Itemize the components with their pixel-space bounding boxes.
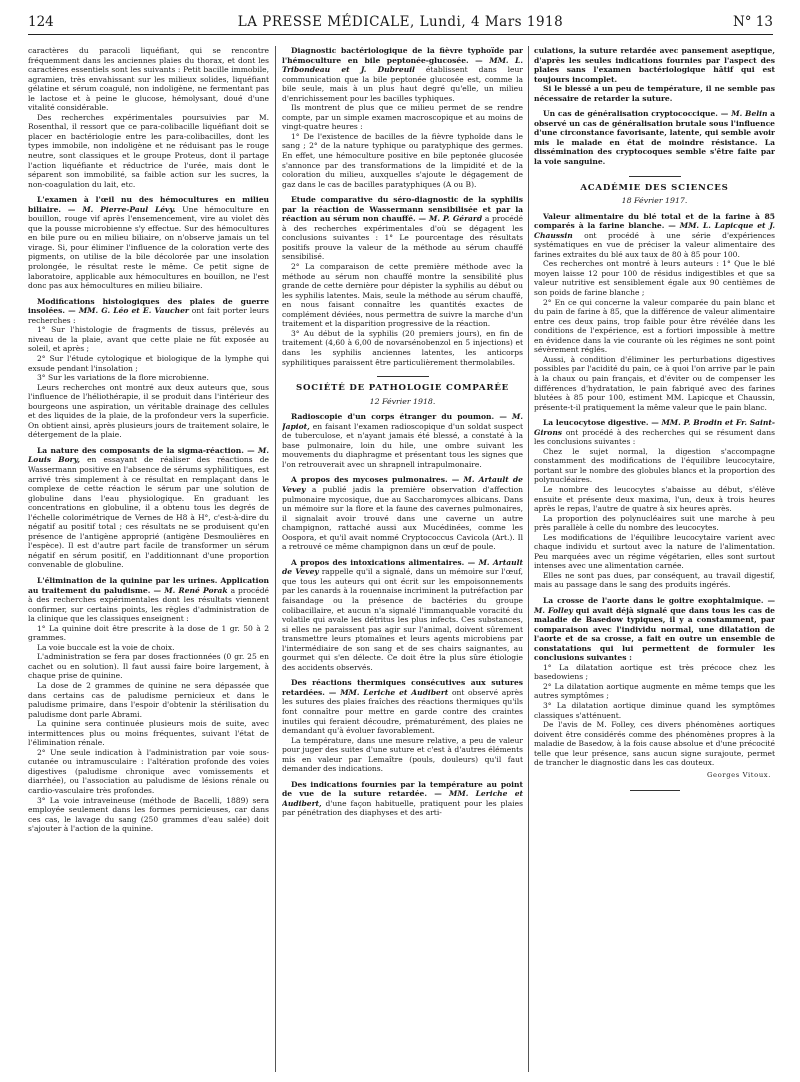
paragraph bbox=[28, 373, 269, 383]
paragraph-text: Leurs recherches ont montré aux deux auteurs que, sous l'influence de l'héliothérapie, il se produit dans l'intérieur des bourgeons une aspiration, un véritable drainage des cellules et des liquides de la plaie, de la profondeur vers la superficie. On obtient ainsi, après plusieurs jours de traitement solaire, le détergement de la plaie. bbox=[28, 382, 269, 440]
article-authors: M. Japiot, bbox=[282, 412, 523, 431]
section-title: ACADÉMIE DES SCIENCES bbox=[580, 182, 729, 193]
section-rule bbox=[629, 176, 681, 177]
article-paragraph bbox=[282, 475, 523, 551]
paragraph bbox=[28, 354, 269, 373]
paragraph bbox=[534, 259, 775, 297]
article-authors: M. P. Gérard bbox=[429, 214, 483, 224]
paragraph bbox=[28, 681, 269, 719]
paragraph-text: a procédé à des recherches expérimentales d'où se dégagent les conclusions suivantes : 1° Le pourcentage des résultats positifs prouve la valeur de la méthode au sérum chauffé sensibilisé. bbox=[282, 214, 523, 262]
article-paragraph bbox=[534, 212, 775, 260]
paragraph-text: 3° La dilatation aortique diminue quand les symptômes classiques s'atténuent. bbox=[534, 701, 775, 720]
paragraph-text: ont procédé à une série d'expériences systématiques en vue de préciser la valeur alimentaire des farines extraites du blé aux taux de 80 à 85 pour 100. bbox=[534, 230, 775, 259]
paragraph-text: ont observé après les sutures des plaies fraîches des réactions thermiques qu'ils font connaître pour mettre en garde contre des craintes inutiles qui feraient découdre, prématurément, des plaies ne demandant qu'à évoluer favorablement. bbox=[282, 687, 523, 736]
paragraph-text: L'administration se fera par doses fractionnées (0 gr. 25 en cachet ou en solution). Il faut aussi faire boire largement, à chaque prise de quinine. bbox=[28, 652, 269, 681]
paragraph-text: 2° Sur l'étude cytologique et biologique de la lymphe qui exsude pendant l'insolation ; bbox=[28, 353, 269, 373]
paragraph-text: 1° La dilatation aortique est très précoce chez les basedowiens ; bbox=[534, 662, 775, 682]
article-authors: MM. Leriche et Audibert bbox=[340, 687, 449, 697]
paragraph-text: 2° Une seule indication à l'administration par voie sous-cutanée ou intramusculaire : l'altération profonde des voies digestives (paludisme chronique avec vomissements et diarrhée), ou l'association au paludisme de lésions rénale ou cardio-vasculaire très profondes. bbox=[28, 747, 269, 796]
article-authors: M. Belin bbox=[731, 109, 768, 119]
paragraph bbox=[534, 447, 775, 485]
article-heading: A propos des mycoses pulmonaires. — bbox=[291, 475, 464, 485]
paragraph-text: a procédé à des recherches expérimentales dont les résultats viennent confirmer, sur certains points, les règles d'administration de la clinique que les classiques enseignent : bbox=[28, 585, 269, 624]
article-paragraph bbox=[534, 109, 775, 166]
article-authors: M. René Porak bbox=[164, 585, 228, 595]
paragraph-text: 2° La comparaison de cette première méthode avec la méthode au sérum non chauffé montre la sensibilité plus grande de cette dernière pour dépister la syphilis au début ou les syphilis latentes. Mais, seule la méthode au sérum chauffé, en nous faisant connaître les quantités exactes de complément déviées, nous permettra de suivre la marche d'un traitement et la disparition progressive de la réaction. bbox=[282, 262, 523, 329]
paragraph bbox=[28, 46, 269, 113]
paragraph bbox=[534, 84, 775, 103]
article-paragraph bbox=[534, 418, 775, 447]
paragraph-text: 1° Sur l'histologie de fragments de tissus, prélevés au niveau de la plaie, avant que cette plaie ne fût exposée au soleil, et après ; bbox=[28, 325, 269, 354]
page-number: 124 bbox=[28, 14, 54, 30]
paragraph-text: 2° En ce qui concerne la valeur comparée du pain blanc et du pain de farine à 85, que la différence de valeur alimentaire entre ces deux pains, trop faible pour être révélée dans les conditions de l'expérience, est a fortiori impossible à mettre en évidence dans la vie courante où les régimes ne sont point sévèrement réglés. bbox=[534, 297, 775, 355]
article-paragraph bbox=[282, 678, 523, 735]
paragraph-text: Ils montrent de plus que ce milieu permet de se rendre compte, par un simple examen macroscopique et au moins de vingt-quatre heures : bbox=[282, 103, 523, 132]
paragraph-text: De l'avis de M. Folley, ces divers phénomènes aortiques doivent être considérés comme des phénomènes propres à la maladie de Basedow, à la fois cause absolue et d'une précocité telle que leur présence, sans aucun signe surajoute, permet de trancher le diagnostic dans les cas douteux. bbox=[534, 720, 775, 768]
article-paragraph bbox=[28, 446, 269, 570]
column-right bbox=[534, 46, 775, 1076]
column-divider bbox=[528, 46, 529, 1072]
paragraph-text: 1° De l'existence de bacilles de la fièvre typhoïde dans le sang ; 2° de la nature typhique ou paratyphique des germes. En effet, une hémoculture positive en bile peptonée glucosée s'annonce par des transformations de la limpidité et de la coloration du milieu, auxquelles s'ajoute le dégagement de gaz dans le cas de bacilles paratyphiques (A ou B). bbox=[282, 131, 523, 189]
article-heading: Diagnostic bactériologique de la fièvre typhoïde par l'hémoculture en bile peptonée-glucosée. — bbox=[282, 46, 523, 65]
paragraph-text: 1° La quinine doit être prescrite à la dose de 1 gr. 50 à 2 grammes. bbox=[28, 623, 269, 643]
paragraph bbox=[28, 643, 269, 653]
paragraph bbox=[534, 514, 775, 533]
paragraph bbox=[534, 485, 775, 514]
article-authors: M. Artault de Vevey bbox=[282, 557, 523, 577]
paragraph bbox=[28, 383, 269, 440]
article-authors: MM. G. Léo et E. Vaucher bbox=[78, 306, 189, 316]
paragraph-text: en faisant l'examen radioscopique d'un soldat suspect de tuberculose, et n'ayant jamais été blessé, a constaté à la base pulmonaire, loin du hile, une ombre suivant les mouvements du diaphragme et présentant tous les signes que l'on retrouverait avec un shrapnell intrapulmonaire. bbox=[282, 421, 523, 469]
paragraph-text: 3° Au début de la syphilis (20 premiers jours), en fin de traitement (4,60 à 6,00 de novarsénobenzol en 5 injections) et dans les syphilis anciennes latentes, les anticorps syphilitiques paraissent être particulièrement thermolabiles. bbox=[282, 328, 523, 367]
author-signature: Georges Vitoux. bbox=[707, 770, 771, 779]
article-paragraph bbox=[282, 195, 523, 262]
paragraph-text: 3° Sur les variations de la flore microbienne. bbox=[37, 373, 209, 383]
paragraph-text: Ces recherches ont montré à leurs auteurs : 1° Que le blé moyen laisse 12 pour 100 de résidus indigestibles et que sa valeur nutritive est sensiblement égale aux 90 centièmes de son poids de farine blanche ; bbox=[534, 259, 775, 298]
column-middle bbox=[282, 46, 523, 1076]
article-authors: MM. Leriche et Audibert, bbox=[282, 789, 523, 808]
article-paragraph bbox=[282, 412, 523, 469]
paragraph-text: ont procédé à des recherches qui se résument dans les conclusions suivantes : bbox=[534, 427, 775, 447]
paragraph bbox=[282, 132, 523, 189]
article-authors: M. Pierre-Paul Lévy. bbox=[82, 204, 176, 214]
column-left bbox=[28, 46, 269, 1076]
paragraph bbox=[534, 355, 775, 412]
paragraph-text: d'une façon habituelle, pratiquent pour les plaies par pénétration des diaphyses et des arti- bbox=[282, 798, 523, 818]
paragraph-text: en essayant de réaliser des réactions de Wassermann positive en l'absence de sérums syphilitiques, est arrivé très simplement à ce résultat en remplaçant dans le complexe de cette réaction le sérum par une solution de globuline dans l'eau physiologique. En graduant les concentrations en globuline, il a obtenu tous les degrés de l'échelle colorimétrique de Vernes de H8 à H°, c'est-à-dire du négatif au positif total ; ces résultats ne se produisent qu'en présence de l'antigène approprié (antigène Desmoulières en l'espèce). Il est d'autre part facile de transformer un sérum négatif en sérum positif, en l'additionnant d'une proportion convenable de globuline. bbox=[28, 455, 269, 570]
paragraph-text: a observé un cas de généralisation brutale sous l'influence d'une circonstance favorisante, latente, qui semble avoir mis le malade en état de moindre résistance. La dissémination des cryptocoques semble s'être faite par la voie sanguine. bbox=[534, 109, 775, 167]
article-heading: La leucocytose digestive. — bbox=[543, 418, 662, 428]
paragraph bbox=[282, 736, 523, 774]
paragraph bbox=[534, 663, 775, 682]
article-heading: Des réactions thermiques consécutives aux sutures retardées. — bbox=[282, 678, 523, 697]
article-heading: A propos des intoxications alimentaires. — bbox=[291, 557, 479, 567]
paragraph-text: 3° La voie intraveineuse (méthode de Bacelli, 1889) sera employée seulement dans les formes pernicieuses, car dans ces cas, le lavage du sang (250 grammes d'eau salée) doit s'ajouter à l'action de la quinine. bbox=[28, 795, 269, 834]
paragraph bbox=[282, 103, 523, 132]
paragraph bbox=[534, 298, 775, 355]
paragraph bbox=[282, 262, 523, 329]
section-date: 12 Février 1918. bbox=[369, 396, 436, 406]
section-date: 18 Février 1917. bbox=[621, 196, 688, 206]
article-authors: M. Artault de Vevey bbox=[282, 475, 523, 494]
section-rule bbox=[377, 376, 429, 377]
article-paragraph bbox=[282, 558, 523, 673]
article-heading: La nature des composants de la sigma-réaction. — bbox=[37, 445, 259, 455]
column-divider bbox=[275, 46, 276, 1072]
paragraph-text: Les modifications de l'équilibre leucocytaire varient avec chaque individu et surtout avec la nature de l'alimentation. Peu marquées avec un régime végétarien, elles sont surtout intenses avec une alimentation carnée. bbox=[534, 532, 775, 571]
paragraph bbox=[534, 46, 775, 84]
paragraph bbox=[534, 701, 775, 720]
article-authors: MM. L. Lapicque et J. Chaussin bbox=[534, 221, 775, 240]
article-heading: L'élimination de la quinine par les urines. Application au traitement du paludisme. — bbox=[28, 575, 269, 595]
paragraph bbox=[28, 325, 269, 354]
article-heading: Des indications fournies par la température au point de vue de la suture retardée. — bbox=[282, 779, 523, 799]
paragraph-text: Chez le sujet normal, la digestion s'accompagne constamment des modifications de l'équilibre leucocytaire, portant sur le nombre des globules blancs et la proportion des polynucléaires. bbox=[534, 446, 775, 485]
issue-number: N° 13 bbox=[732, 14, 773, 30]
paragraph-text: Si le blessé a un peu de température, il ne semble pas nécessaire de retarder la suture. bbox=[534, 84, 775, 103]
paragraph-text: Le nombre des leucocytes s'abaisse au début, s'élève ensuite et présente deux maxima, l'un, deux à trois heures après le repas, l'autre de quatre à six heures après. bbox=[534, 484, 775, 514]
paragraph bbox=[28, 748, 269, 796]
paragraph-text: qui avait déjà signalé que dans tous les cas de maladie de Basedow typiques, il y a constamment, par comparaison avec l'individu normal, une dilatation de l'aorte et de sa crosse, a fait en outre un ensemble de constatations qui lui permettent de formuler les conclusions suivantes : bbox=[534, 605, 775, 663]
paragraph bbox=[28, 719, 269, 748]
paragraph bbox=[534, 571, 775, 590]
paragraph-text: caractères du paracoli liquéfiant, qui se rencontre fréquemment dans les anciennes plaies du thorax, et dont les caractères essentiels sont les suivants : Petit bacille immobile, agramien, très envahissant sur les milieux solides, liquéfiant gélatine et sérum coagulé, non indoligène, ne fermentant pas le lactose et à peine le glucose, hémolysant, doué d'une vitalité considérable. bbox=[28, 46, 269, 113]
article-heading: Valeur alimentaire du blé total et de la farine à 85 comparés à la farine blanche. — bbox=[534, 211, 775, 231]
paragraph-text: Elles ne sont pas dues, par conséquent, au travail digestif, mais au passage dans le sang des produits ingérés. bbox=[534, 570, 775, 590]
paragraph bbox=[28, 624, 269, 643]
paragraph bbox=[534, 682, 775, 701]
journal-title: LA PRESSE MÉDICALE, Lundi, 4 Mars 1918 bbox=[237, 14, 564, 30]
article-paragraph bbox=[282, 46, 523, 103]
article-paragraph bbox=[282, 780, 523, 818]
article-heading: Modifications histologiques des plaies de guerre insolées. — bbox=[28, 296, 269, 316]
paragraph-text: rappelle qu'il a signalé, dans un mémoire sur l'œuf, que tous les auteurs qui ont écrit sur les empoisonnements par les canards à la rouennaise incriminent la putréfaction par faisandage ou la présence de bactéries du groupe colibacillaire, et aucun n'a signalé l'immanquable voracité du volatile qui avale les détritus les plus infects. Ces substances, si elles ne paraissent pas agir sur l'animal, doivent sûrement transmettre leurs ptomaïnes et leurs agents microbiens par l'intermédiaire de son sang et de ses chairs saignantes, au gourmet qui s'en délecte. Ce doit être la plus sûre étiologie des accidents observés. bbox=[282, 567, 523, 672]
article-authors: MM. P. Brodin et Fr. Saint-Girons bbox=[534, 418, 775, 437]
paragraph-text: Aussi, à condition d'éliminer les perturbations digestives possibles par l'acidité du pain, ce à quoi l'on arrive par le pain à la chaux ou pain français, et d'éviter ou de compenser les différences d'hydratation, le pain fabriqué avec des farines blutées à 85 pour 100, estiment MM. Lapicque et Chaussin, présente-t-il pratiquement la même valeur que le pain blanc. bbox=[534, 354, 775, 412]
article-paragraph bbox=[28, 576, 269, 624]
paragraph bbox=[282, 329, 523, 367]
article-paragraph bbox=[534, 596, 775, 663]
article-heading: Radioscopie d'un corps étranger du poumon. — bbox=[291, 412, 513, 422]
paragraph bbox=[534, 533, 775, 571]
paragraph-text: Une hémoculture en bouillon, rouge vif après l'ensemencement, vire au violet dès que la pousse microbienne s'y effectue. Sur des hémocultures en bile pure ou en milieu biliaire, on n'observe jamais un tel virage. Si, pour éliminer l'influence de la coloration verte des pigments, on utilise de la bile décolorée par une insolation prolongée, le résultat reste le même. Ce petit signe de laboratoire, applicable aux hémocultures en bouillon, ne l'est donc pas aux hémocultures en milieu biliaire. bbox=[28, 204, 269, 291]
paragraph-text: 2° La dilatation aortique augmente en même temps que les autres symptômes ; bbox=[534, 681, 775, 701]
paragraph bbox=[28, 113, 269, 189]
article-heading: Un cas de généralisation cryptococcique. — bbox=[543, 109, 732, 119]
page-header bbox=[28, 14, 773, 35]
paragraph-text: a publié jadis la première observation d'affection pulmonaire mycosique, due au Saccharomyces albicans. Dans un mémoire sur la flore et la faune des cavernes pulmonaires, il signalait avoir trouvé dans une caverne un autre champignon, rattaché aussi aux Mucédinées, comme les Oospora, et qu'il avait nommé Cryptococcus Cavicola (Art.). Il a retrouvé ce même champignon dans un œuf de poule. bbox=[282, 484, 523, 552]
article-authors: MM. L. Tribondeau et J. Dubreuil bbox=[282, 55, 523, 75]
paragraph-text: ont fait porter leurs recherches : bbox=[28, 306, 269, 325]
paragraph-text: La proportion des polynucléaires suit une marche à peu près parallèle à celle du nombre des leucocytes. bbox=[534, 513, 775, 533]
article-heading: Etude comparative du séro-diagnostic de la syphilis par la réaction de Wassermann sensibilisée et par la réaction au sérum non chauffé. — bbox=[282, 195, 523, 224]
paragraph bbox=[28, 652, 269, 681]
end-rule bbox=[630, 790, 680, 791]
paragraph-text: culations, la suture retardée avec pansement aseptique, d'après les seules indications fournies par l'aspect des plaies sans l'examen bactériologique hâtif qui est toujours incomplet. bbox=[534, 46, 775, 84]
paragraph-text: La voie buccale est la voie de choix. bbox=[37, 642, 175, 652]
paragraph-text: La dose de 2 grammes de quinine ne sera dépassée que dans certains cas de paludisme pernicieux et dans le paludisme primaire, dans l'espoir d'obtenir la stérilisation du paludisme dont parle Abrami. bbox=[28, 681, 269, 719]
paragraph-text: La température, dans une mesure relative, a peu de valeur pour juger des suites d'une suture et c'est à d'autres éléments mis en valeur par Lemaître (pouls, douleurs) qu'il faut demander des indications. bbox=[282, 735, 523, 774]
article-paragraph bbox=[28, 297, 269, 326]
article-authors: M. Folley bbox=[534, 605, 573, 615]
paragraph bbox=[28, 796, 269, 834]
paragraph bbox=[534, 720, 775, 768]
article-paragraph bbox=[28, 195, 269, 290]
article-heading: L'examen à l'œil nu des hémocultures en milieu biliaire. — bbox=[28, 195, 269, 214]
article-heading: La crosse de l'aorte dans le goitre exophtalmique. — bbox=[543, 595, 775, 605]
section-title: SOCIÉTÉ DE PATHOLOGIE COMPARÉE bbox=[295, 383, 510, 394]
article-authors: M. Louis Bory, bbox=[28, 445, 269, 465]
paragraph-text: La quinine sera continuée plusieurs mois de suite, avec intermittences plus ou moins fréquentes, suivant l'état de l'élimination rénale. bbox=[28, 719, 269, 748]
paragraph-text: établissent dans leur communication que la bile peptonée glucosée est, comme la bile seule, mais à un plus haut degré qu'elle, un milieu d'enrichissement pour les bacilles typhiques. bbox=[282, 65, 523, 103]
paragraph-text: Des recherches expérimentales poursuivies par M. Rosenthal, il ressort que ce para-colibacille liquéfiant doit se placer en bactériologie entre les para-colibacilles, dont les types immobile, non indoligène et ne réduisant pas le rouge neutre, sont classiques et le groupe Proteus, dont il partage l'action liquéfiante et réductrice de l'urée, mais dont le séparent son immobilité, sa faible action sur les sucres, la non-coagulation du lait, etc. bbox=[28, 112, 269, 189]
